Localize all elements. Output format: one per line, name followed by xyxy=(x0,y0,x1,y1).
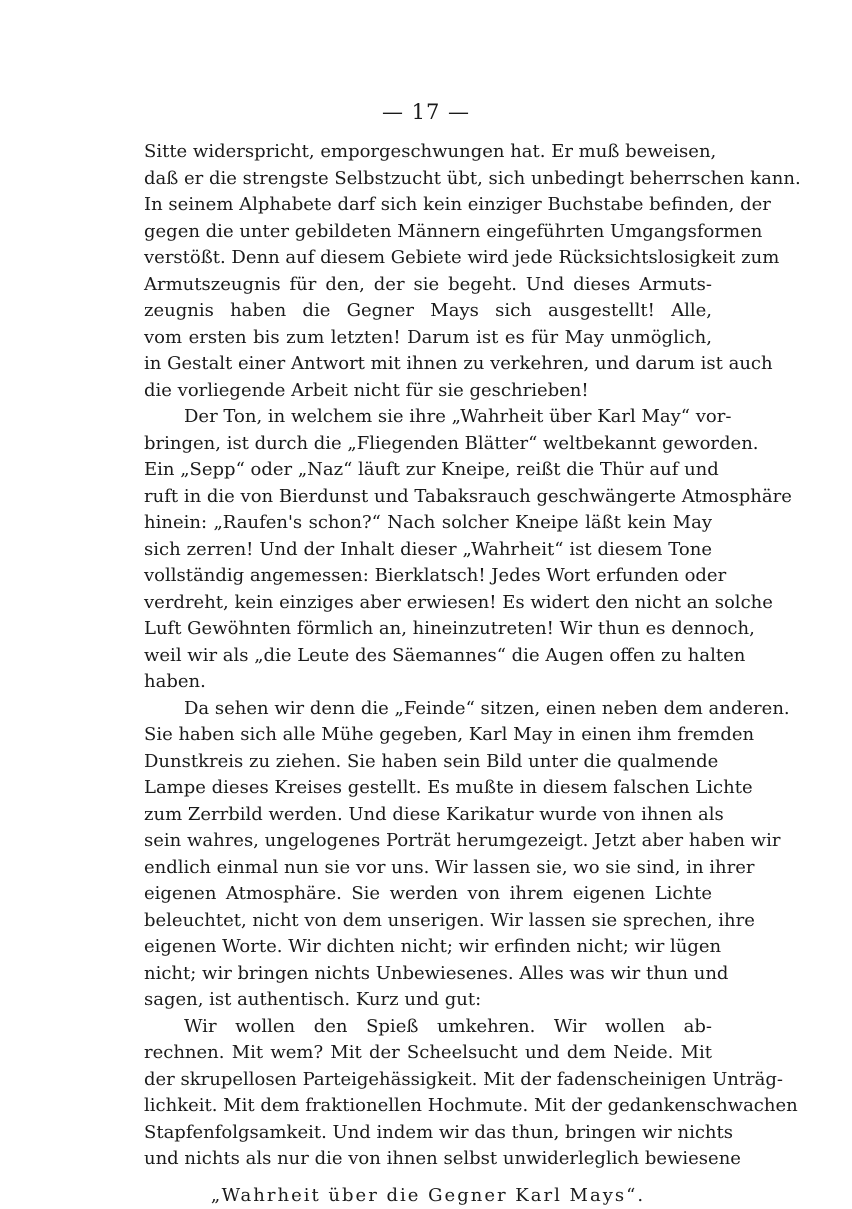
text-line: der skrupellosen Parteigehässigkeit. Mit der fadenscheinigen Unträg- xyxy=(144,1067,712,1094)
text-line: in Gestalt einer Antwort mit ihnen zu verkehren, und darum ist auch xyxy=(144,351,712,378)
text-line: Sitte widerspricht, emporgeschwungen hat. Er muß beweisen, xyxy=(144,139,712,166)
paragraph-3 xyxy=(144,696,712,1014)
text-line: haben. xyxy=(144,669,712,696)
closing-line: „Wahrheit über die Gegner Karl Mays“. xyxy=(144,1183,712,1209)
text-line: rechnen. Mit wem? Mit der Scheelsucht und dem Neide. Mit xyxy=(144,1040,712,1067)
text-line: die vorliegende Arbeit nicht für sie geschrieben! xyxy=(144,378,712,405)
text-line: lichkeit. Mit dem fraktionellen Hochmute. Mit der gedankenschwachen xyxy=(144,1093,712,1120)
text-line: hinein: „Raufen's schon?“ Nach solcher Kneipe läßt kein May xyxy=(144,510,712,537)
text-line: bringen, ist durch die „Fliegenden Blätter“ weltbekannt geworden. xyxy=(144,431,712,458)
text-line: Luft Gewöhnten förmlich an, hineinzutreten! Wir thun es dennoch, xyxy=(144,616,712,643)
text-line: vollständig angemessen: Bierklatsch! Jedes Wort erfunden oder xyxy=(144,563,712,590)
text-line: Wir wollen den Spieß umkehren. Wir wollen ab- xyxy=(144,1014,712,1041)
text-line: Dunstkreis zu ziehen. Sie haben sein Bild unter die qualmende xyxy=(144,749,712,776)
paragraph-4 xyxy=(144,1014,712,1173)
spacer xyxy=(144,1173,712,1183)
text-line: Der Ton, in welchem sie ihre „Wahrheit über Karl May“ vor- xyxy=(144,404,712,431)
text-line: Sie haben sich alle Mühe gegeben, Karl May in einen ihm fremden xyxy=(144,722,712,749)
text-line: Ein „Sepp“ oder „Naz“ läuft zur Kneipe, reißt die Thür auf und xyxy=(144,457,712,484)
text-line: eigenen Atmosphäre. Sie werden von ihrem eigenen Lichte xyxy=(144,881,712,908)
text-line: sein wahres, ungelogenes Porträt herumgezeigt. Jetzt aber haben wir xyxy=(144,828,712,855)
text-line: zeugnis haben die Gegner Mays sich ausgestellt! Alle, xyxy=(144,298,712,325)
text-line: Da sehen wir denn die „Feinde“ sitzen, einen neben dem anderen. xyxy=(144,696,712,723)
paragraph-2 xyxy=(144,404,712,696)
text-line: In seinem Alphabete darf sich kein einziger Buchstabe befinden, der xyxy=(144,192,712,219)
text-line: sich zerren! Und der Inhalt dieser „Wahrheit“ ist diesem Tone xyxy=(144,537,712,564)
text-line: eigenen Worte. Wir dichten nicht; wir erfinden nicht; wir lügen xyxy=(144,934,712,961)
text-line: und nichts als nur die von ihnen selbst unwiderleglich bewiesene xyxy=(144,1146,712,1173)
text-line: gegen die unter gebildeten Männern eingeführten Umgangsformen xyxy=(144,219,712,246)
text-line: ruft in die von Bierdunst und Tabaksrauch geschwängerte Atmosphäre xyxy=(144,484,712,511)
text-line: nicht; wir bringen nichts Unbewiesenes. Alles was wir thun und xyxy=(144,961,712,988)
text-line: weil wir als „die Leute des Säemannes“ die Augen offen zu halten xyxy=(144,643,712,670)
text-line: verdreht, kein einziges aber erwiesen! Es widert den nicht an solche xyxy=(144,590,712,617)
text-line: verstößt. Denn auf diesem Gebiete wird jede Rücksichtslosigkeit zum xyxy=(144,245,712,272)
page-number: — 17 — xyxy=(0,100,852,124)
text-line: Armutszeugnis für den, der sie begeht. Und dieses Armuts- xyxy=(144,272,712,299)
text-line: vom ersten bis zum letzten! Darum ist es für May unmöglich, xyxy=(144,325,712,352)
text-line: sagen, ist authentisch. Kurz und gut: xyxy=(144,987,712,1014)
text-line: zum Zerrbild werden. Und diese Karikatur wurde von ihnen als xyxy=(144,802,712,829)
text-line: Stapfenfolgsamkeit. Und indem wir das thun, bringen wir nichts xyxy=(144,1120,712,1147)
body-text xyxy=(144,139,712,1209)
paragraph-1 xyxy=(144,139,712,404)
text-line: daß er die strengste Selbstzucht übt, sich unbedingt beherrschen kann. xyxy=(144,166,712,193)
text-line: Lampe dieses Kreises gestellt. Es mußte in diesem falschen Lichte xyxy=(144,775,712,802)
text-line: beleuchtet, nicht von dem unserigen. Wir lassen sie sprechen, ihre xyxy=(144,908,712,935)
text-line: endlich einmal nun sie vor uns. Wir lassen sie, wo sie sind, in ihrer xyxy=(144,855,712,882)
